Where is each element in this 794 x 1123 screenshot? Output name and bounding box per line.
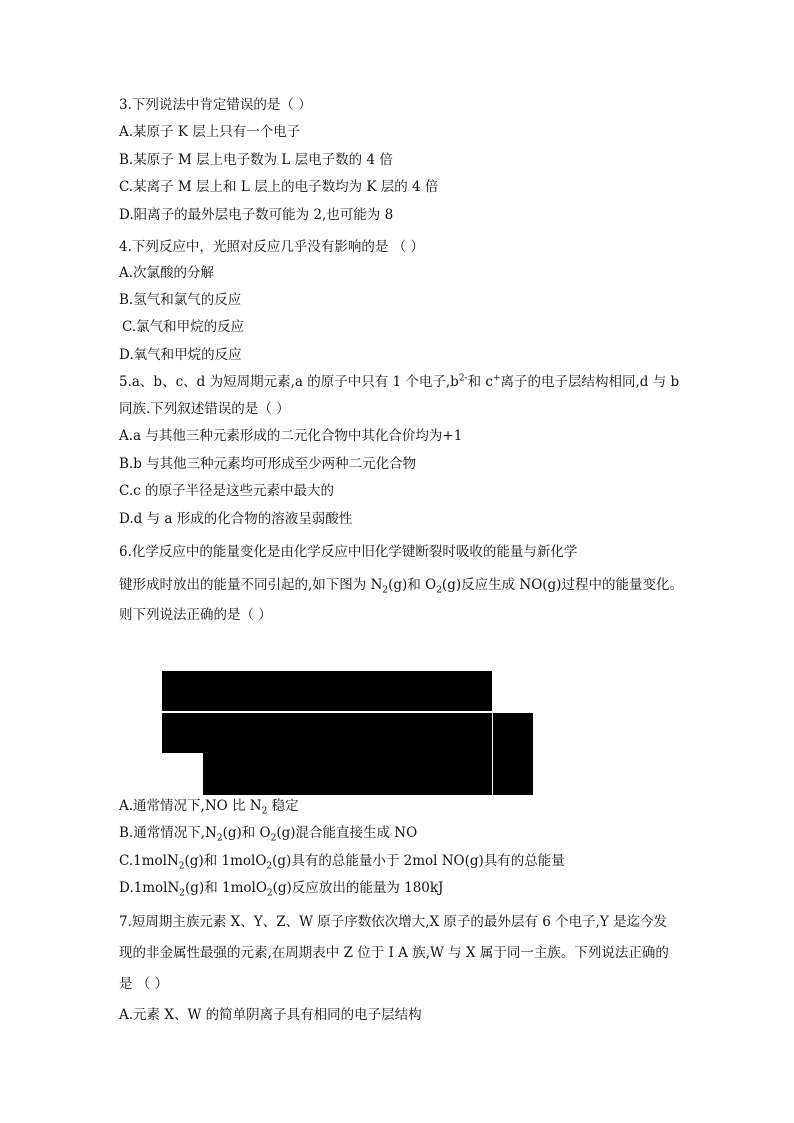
q4-option-d: D.氧气和甲烷的反应 bbox=[119, 347, 242, 363]
diagram-block-bottom bbox=[203, 753, 492, 795]
diagram-block-top bbox=[162, 671, 492, 711]
q7-stem-line3: 是 （ ） bbox=[119, 976, 169, 992]
q6-option-c: C.1molN$_2$(g)和 1molO$_2$(g)具有的总能量小于 2mol NO(g)具有的总能量 bbox=[119, 853, 565, 872]
q6-stem-line1: 6.化学反应中的能量变化是由化学反应中旧化学键断裂时吸收的能量与新化学 bbox=[119, 544, 578, 560]
q3-option-c: C.某离子 M 层上和 L 层上的电子数均为 K 层的 4 倍 bbox=[119, 179, 439, 195]
q7-option-a: A.元素 X、W 的简单阴离子具有相同的电子层结构 bbox=[119, 1007, 422, 1023]
q5-option-a: A.a 与其他三种元素形成的二元化合物中其化合价均为+1 bbox=[119, 428, 463, 444]
q6-stem-line3: 则下列说法正确的是（ ） bbox=[119, 607, 272, 623]
q4-option-a: A.次氯酸的分解 bbox=[119, 265, 215, 281]
q5-stem: 5.a、b、c、d 为短周期元素,a 的原子中只有 1 个电子$,b^{2-}$和 c+离子的电子层结构相同,d 与 b bbox=[119, 373, 680, 390]
q4-option-b: B.氢气和氯气的反应 bbox=[119, 292, 242, 308]
q5-stem-line2: 同族.下列叙述错误的是（ ） bbox=[119, 401, 290, 417]
q5-option-c: C.c 的原子半径是这些元素中最大的 bbox=[119, 483, 334, 499]
q6-option-a: A.通常情况下,NO 比 $N_2$ 稳定 bbox=[119, 798, 299, 817]
q7-stem-line2: 现的非金属性最强的元素,在周期表中 Z 位于 I A 族,W 与 X 属于同一主族。下列说法正确的 bbox=[119, 945, 669, 961]
q4-option-c: C.氯气和甲烷的反应 bbox=[122, 319, 245, 335]
q3-option-d: D.阳离子的最外层电子数可能为 2,也可能为 8 bbox=[119, 207, 394, 223]
diagram-block-right bbox=[493, 713, 533, 795]
diagram-block-middle bbox=[162, 713, 492, 753]
q6-option-d: D.1molN$_2$(g)和 1molO$_2$(g)反应放出的能量为 180kJ bbox=[119, 880, 444, 899]
q3-option-a: A.某原子 K 层上只有一个电子 bbox=[119, 124, 301, 140]
q6-option-b: B.通常情况下$,N_2(g)$和 $O_2(g)$混合能直接生成 NO bbox=[119, 825, 418, 844]
q3-option-b: B.某原子 M 层上电子数为 L 层电子数的 4 倍 bbox=[119, 152, 393, 168]
q5-option-d: D.d 与 a 形成的化合物的溶液呈弱酸性 bbox=[119, 511, 353, 527]
q3-stem: 3.下列说法中肯定错误的是（ ） bbox=[119, 97, 312, 113]
q6-stem-line2: 键形成时放出的能量不同引起的,如下图为 $N_2(g)$和 $O_2(g)$反应生成 NO(g)过程中的能量变化。 bbox=[119, 577, 683, 596]
q7-stem-line1: 7.短周期主族元素 X、Y、Z、W 原子序数依次增大,X 原子的最外层有 6 个电子,Y 是迄今发 bbox=[119, 914, 668, 930]
q5-option-b: B.b 与其他三种元素均可形成至少两种二元化合物 bbox=[119, 456, 417, 472]
q4-stem: 4.下列反应中，光照对反应几乎没有影响的是 （ ） bbox=[119, 239, 424, 255]
